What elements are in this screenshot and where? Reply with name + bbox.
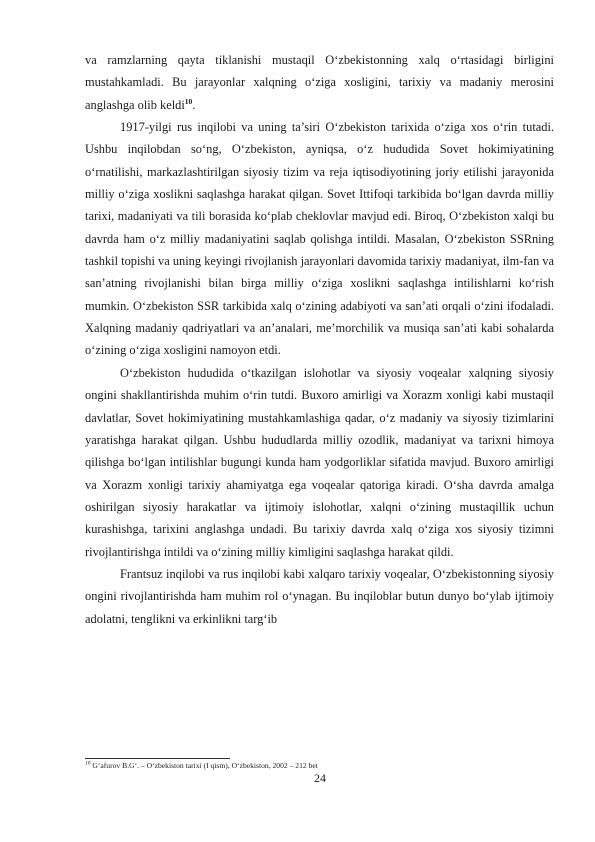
paragraph-continued: [85, 49, 554, 116]
footnote-separator: [85, 758, 230, 759]
footnote: [85, 761, 554, 771]
paragraph-1-end-period: .: [192, 97, 196, 112]
footnote-text: G‘afurov B.G‘. – O‘zbekiston tarixi (I qism), O‘zbekiston, 2002 – 212 bet: [90, 761, 318, 770]
paragraph-4: Frantsuz inqilobi va rus inqilobi kabi xalqaro tarixiy voqealar, O‘zbekistonning siyosiy ongini rivojlantirishda ham muhim rol o‘ynagan. Bu inqiloblar butun dunyo bo‘ylab ijtimoiy adolatni, tenglikni va erkinlikni targ‘ib: [85, 566, 554, 626]
footnote-number: 10: [85, 760, 91, 767]
body-text: [85, 49, 554, 630]
page-number: 24: [314, 771, 326, 785]
paragraph-1-text: va ramzlarning qayta tiklanishi mustaqil O‘zbekistonning xalq o‘rtasidagi birligini mustahkamladi. Bu jarayonlar xalqning o‘ziga xosligini, tarixiy va madaniy merosini anglashga olib keldi: [85, 53, 554, 112]
paragraph-3: O‘zbekiston hududida o‘tkazilgan islohotlar va siyosiy voqealar xalqning siyosiy ongini shakllantirishda muhim o‘rin tutdi. Buxoro amirligi va Xorazm xonligi kabi mustaqil davlatlar, Sovet hokimiyatining mustahkamlashiga qadar, o‘z madaniy va siyosiy tizimlarini yaratishga harakat qilgan. Ushbu hududlarda milliy ozodlik, madaniyat va tarixni himoya qilishga bo‘lgan intilishlar bugungi kunda ham yodgorliklar sifatida mavjud. Buxoro amirligi va Xorazm xonligi tarixiy ahamiyatga ega voqealar qatoriga kiradi. O‘sha davrda amalga oshirilgan siyosiy harakatlar va ijtimoiy islohotlar, xalqni o‘zining mustaqillik uchun kurashishga, tarixini anglashga undadi. Bu tarixiy davrda xalq o‘ziga xos siyosiy tizimni rivojlantirishga intildi va o‘zining milliy kimligini saqlashga harakat qildi.: [85, 365, 554, 559]
footnote-reference[interactable]: 10: [184, 96, 193, 106]
paragraph-2: 1917-yilgi rus inqilobi va uning ta’siri O‘zbekiston tarixida o‘ziga xos o‘rin tutadi. Ushbu inqilobdan so‘ng, O‘zbekiston, ayniqsa, o‘z hududida Sovet hokimiyatining o‘rnatilishi, markazlashtirilgan siyosiy tizim va reja iqtisodiyotining joriy etilishi jarayonida milliy o‘ziga xoslikni saqlashga harakat qilgan. Sovet Ittifoqi tarkibida bo‘lgan davrda milliy tarixi, madaniyati va tili borasida ko‘plab cheklovlar mavjud edi. Biroq, O‘zbekiston xalqi bu davrda ham o‘z milliy madaniyatini saqlab qolishga intildi. Masalan, O‘zbekiston SSRning tashkil topishi va uning keyingi rivojlanish jarayonlari davomida tarixiy madaniyat, ilm-fan va san’atning rivojlanishi bilan birga milliy o‘ziga xoslikni saqlashga intilishlarni ko‘rish mumkin. O‘zbekiston SSR tarkibida xalq o‘zining adabiyoti va san’ati orqali o‘zini ifodaladi. Xalqning madaniy qadriyatlari va an’analari, me’morchilik va musiqa san’ati kabi sohalarda o‘zining o‘ziga xosligini namoyon etdi.: [85, 120, 554, 358]
